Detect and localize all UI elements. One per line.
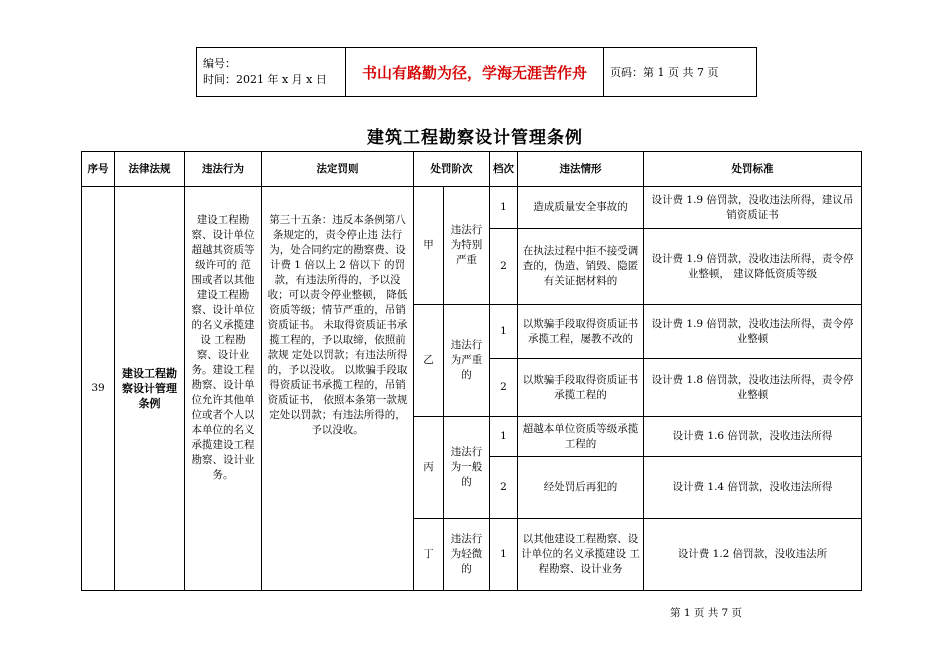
header-grade: 处罚阶次 bbox=[414, 152, 490, 187]
grade-name-cell: 甲 bbox=[414, 187, 444, 305]
seq-cell: 39 bbox=[82, 187, 115, 591]
level-cell: 1 bbox=[490, 417, 518, 457]
circumstance-cell: 在执法过程中拒不接受调查的，伪造、销毁、隐匿有关证据材料的 bbox=[518, 229, 644, 305]
grade-name-cell: 乙 bbox=[414, 305, 444, 417]
header-violation: 违法行为 bbox=[185, 152, 262, 187]
grade-desc-cell: 违法行为严重的 bbox=[444, 305, 490, 417]
table-row bbox=[82, 187, 862, 229]
circumstance-cell: 以其他建设工程勘察、设计单位的名义承揽建设 工程勘察、设计业务 bbox=[518, 519, 644, 591]
level-cell: 1 bbox=[490, 187, 518, 229]
grade-desc-cell: 违法行为一般的 bbox=[444, 417, 490, 519]
standard-cell: 设计费 1.9 倍罚款，没收违法所得，责令停业整顿， 建议降低资质等级 bbox=[644, 229, 862, 305]
grade-desc-cell: 违法行为特别严重 bbox=[444, 187, 490, 305]
grade-name-cell: 丁 bbox=[414, 519, 444, 591]
level-cell: 2 bbox=[490, 457, 518, 519]
document-time-label: 时间：2021 年 x 月 x 日 bbox=[203, 73, 327, 86]
standard-cell: 设计费 1.9 倍罚款，没收违法所得，责令停业整顿 bbox=[644, 305, 862, 359]
page-footer: 第 1 页 共 7 页 bbox=[670, 607, 743, 619]
standard-cell: 设计费 1.2 倍罚款，没收违法所 bbox=[644, 519, 862, 591]
header-law: 法律法规 bbox=[115, 152, 185, 187]
circumstance-cell: 造成质量安全事故的 bbox=[518, 187, 644, 229]
standard-cell: 设计费 1.8 倍罚款，没收违法所得，责令停业整顿 bbox=[644, 359, 862, 417]
table-header-row bbox=[82, 152, 862, 187]
page-info-label: 页码：第 1 页 共 7 页 bbox=[604, 48, 757, 97]
standard-cell: 设计费 1.9 倍罚款，没收违法所得，建议吊销资质证书 bbox=[644, 187, 862, 229]
header-circumstance: 违法情形 bbox=[518, 152, 644, 187]
document-meta-cell bbox=[197, 48, 346, 97]
level-cell: 2 bbox=[490, 359, 518, 417]
document-title: 建筑工程勘察设计管理条例 bbox=[367, 128, 583, 148]
header-level: 档次 bbox=[490, 152, 518, 187]
circumstance-cell: 超越本单位资质等级承揽工程的 bbox=[518, 417, 644, 457]
circumstance-cell: 以欺骗手段取得资质证书承揽工程，屡教不改的 bbox=[518, 305, 644, 359]
grade-desc-cell: 违法行为轻微的 bbox=[444, 519, 490, 591]
header-motto: 书山有路勤为径，学海无涯苦作舟 bbox=[346, 48, 604, 97]
document-number-label: 编号： bbox=[203, 57, 236, 70]
grade-name-cell: 丙 bbox=[414, 417, 444, 519]
penalty-rule-cell: 第三十五条：违反本条例第八条规定的，责令停止违 法行为，处合同约定的勘察费、设计费 1 倍以上 2 倍以下 的罚款，有违法所得的，予以没收；可以责令停业整顿， 降低资质等级；情节严重的，吊销资质证书。 未取得资质证书承揽工程的，予以取缔，依照前款规 定处以罚款；有违法所得的，予以没收。 以欺骗手段取得资质证书承揽工程的，吊销资质证书， 依照本条第一款规定处以罚款；有违法所得的，予以没收。 bbox=[262, 187, 414, 591]
penalty-table bbox=[81, 151, 862, 591]
circumstance-cell: 以欺骗手段取得资质证书承揽工程的 bbox=[518, 359, 644, 417]
circumstance-cell: 经处罚后再犯的 bbox=[518, 457, 644, 519]
law-cell: 建设工程勘察设计管理条例 bbox=[115, 187, 185, 591]
standard-cell: 设计费 1.6 倍罚款，没收违法所得 bbox=[644, 417, 862, 457]
standard-cell: 设计费 1.4 倍罚款，没收违法所得 bbox=[644, 457, 862, 519]
header-penalty-rule: 法定罚则 bbox=[262, 152, 414, 187]
header-standard: 处罚标准 bbox=[644, 152, 862, 187]
document-header-box bbox=[196, 47, 757, 97]
level-cell: 1 bbox=[490, 305, 518, 359]
level-cell: 1 bbox=[490, 519, 518, 591]
violation-cell: 建设工程勘察、设计单位超越其资质等级许可的 范围或者以其他建设工程勘察、设计单位的名义承揽建 设 工程勘察、设计业务。建设工程勘察、设计单位允许其他单位或者个人以本单位的名义承揽建设工程勘察、设计业务。 bbox=[185, 187, 262, 591]
header-seq: 序号 bbox=[82, 152, 115, 187]
level-cell: 2 bbox=[490, 229, 518, 305]
